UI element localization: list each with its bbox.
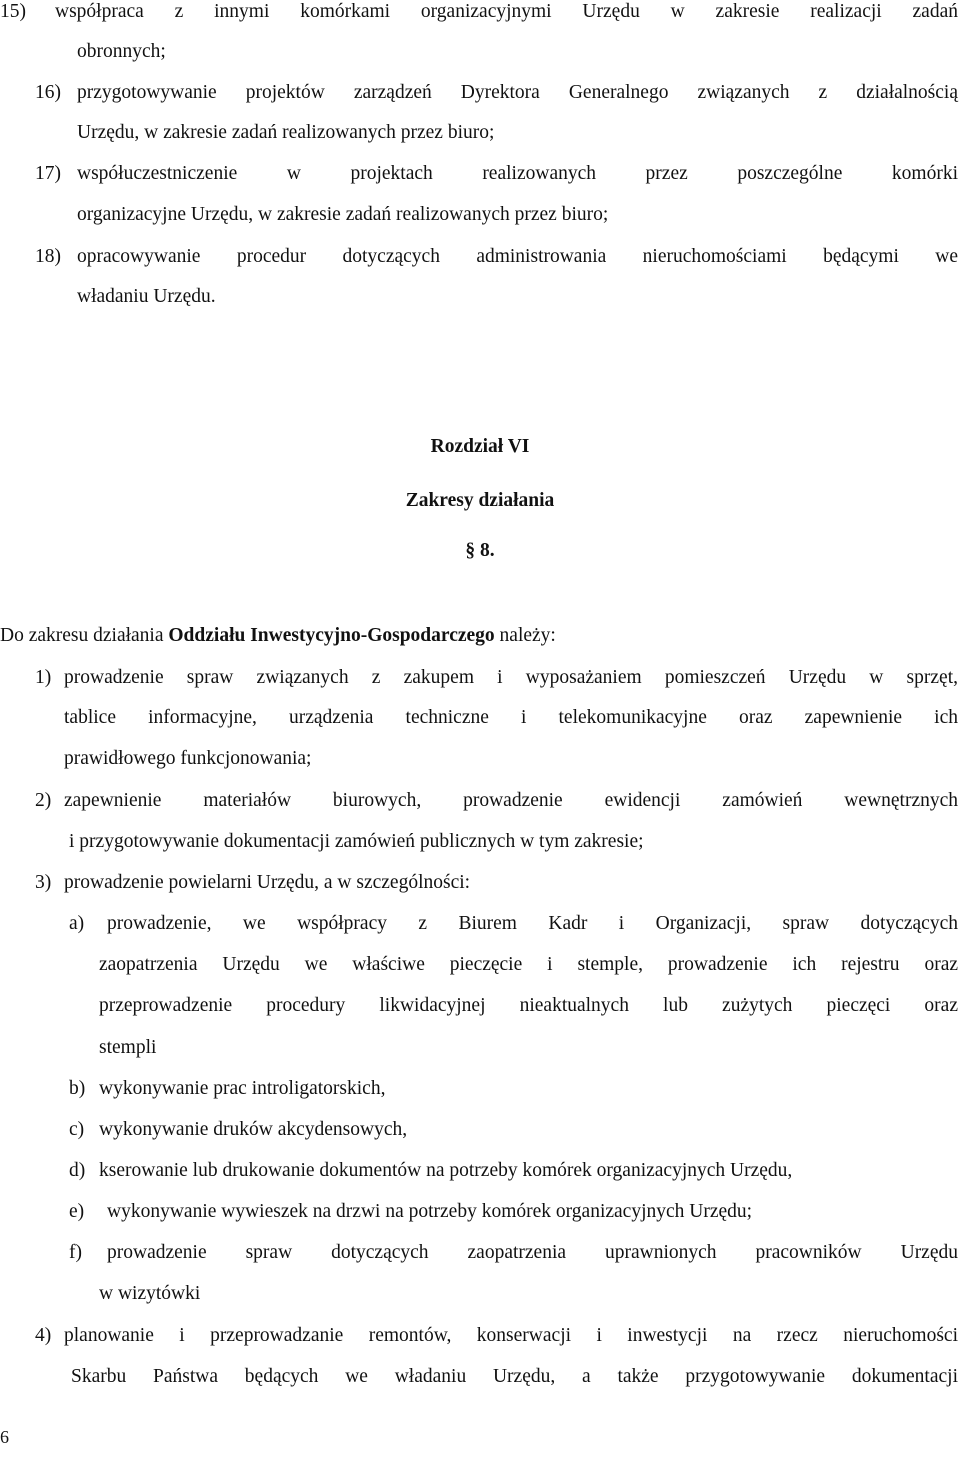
chapter-title: Rozdział VI	[430, 436, 530, 457]
sub-item-letter: c)	[69, 1119, 85, 1140]
list-number: 15)	[0, 1, 26, 22]
list-text: i przygotowywanie dokumentacji zamówień publicznych w tym zakresie;	[69, 831, 644, 852]
list-text: tablice informacyjne, urządzenia techniczne i telekomunikacyjne oraz zapewnienie ich	[64, 707, 958, 728]
sub-item-text: wykonywanie wywieszek na drzwi na potrzeby komórek organizacyjnych Urzędu;	[107, 1201, 753, 1222]
list-number: 16)	[35, 82, 61, 103]
list-text: obronnych;	[77, 41, 166, 62]
intro-unit-name: Oddziału Inwestycyjno-Gospodarczego	[168, 625, 495, 646]
list-number: 2)	[35, 790, 52, 811]
list-text: zapewnienie materiałów biurowych, prowadzenie ewidencji zamówień wewnętrznych	[64, 790, 958, 811]
list-text: współpraca z innymi komórkami organizacyjnymi Urzędu w zakresie realizacji zadań	[55, 1, 958, 22]
section-number: § 8.	[465, 540, 495, 561]
sub-item-text: zaopatrzenia Urzędu we właściwe pieczęcie i stemple, prowadzenie ich rejestru oraz	[99, 954, 958, 975]
list-text: przygotowywanie projektów zarządzeń Dyrektora Generalnego związanych z działalnością	[77, 82, 958, 103]
sub-item-letter: e)	[69, 1201, 85, 1222]
sub-item-letter: f)	[69, 1242, 82, 1263]
sub-item-text: wykonywanie prac introligatorskich,	[99, 1078, 386, 1099]
sub-item-text: prowadzenie spraw dotyczących zaopatrzenia uprawnionych pracowników Urzędu	[107, 1242, 958, 1263]
list-number: 3)	[35, 872, 52, 893]
chapter-subtitle: Zakresy działania	[405, 490, 555, 511]
list-text: Skarbu Państwa będących we władaniu Urzędu, a także przygotowywanie dokumentacji	[71, 1366, 958, 1387]
sub-item-text: kserowanie lub drukowanie dokumentów na potrzeby komórek organizacyjnych Urzędu,	[99, 1160, 793, 1181]
list-text: planowanie i przeprowadzanie remontów, konserwacji i inwestycji na rzecz nieruchomości	[64, 1325, 958, 1346]
list-text: współuczestniczenie w projektach realizowanych przez poszczególne komórki	[77, 163, 958, 184]
sub-item-letter: b)	[69, 1078, 86, 1099]
list-number: 17)	[35, 163, 61, 184]
list-number: 18)	[35, 246, 61, 267]
sub-item-text: wykonywanie druków akcydensowych,	[99, 1119, 408, 1140]
list-text: prowadzenie powielarni Urzędu, a w szczególności:	[64, 872, 471, 893]
sub-item-letter: a)	[69, 913, 85, 934]
list-text: organizacyjne Urzędu, w zakresie zadań realizowanych przez biuro;	[77, 204, 609, 225]
sub-item-text: stempli	[99, 1037, 157, 1058]
sub-item-text: w wizytówki	[99, 1283, 201, 1304]
intro-text: Do zakresu działania	[0, 625, 169, 646]
sub-item-text: przeprowadzenie procedury likwidacyjnej nieaktualnych lub zużytych pieczęci oraz	[99, 995, 958, 1016]
intro-paragraph	[0, 624, 556, 648]
page-number: 6	[0, 1427, 9, 1447]
list-text: Urzędu, w zakresie zadań realizowanych przez biuro;	[77, 122, 495, 143]
intro-text-end: należy:	[494, 625, 556, 646]
list-number: 1)	[35, 667, 52, 688]
list-text: opracowywanie procedur dotyczących administrowania nieruchomościami będącymi we	[77, 246, 958, 267]
list-text: prawidłowego funkcjonowania;	[64, 748, 312, 769]
sub-item-text: prowadzenie, we współpracy z Biurem Kadr i Organizacji, spraw dotyczących	[107, 913, 958, 934]
list-number: 4)	[35, 1325, 52, 1346]
sub-item-letter: d)	[69, 1160, 86, 1181]
list-text: władaniu Urzędu.	[77, 286, 216, 307]
list-text: prowadzenie spraw związanych z zakupem i wyposażaniem pomieszczeń Urzędu w sprzęt,	[64, 667, 958, 688]
